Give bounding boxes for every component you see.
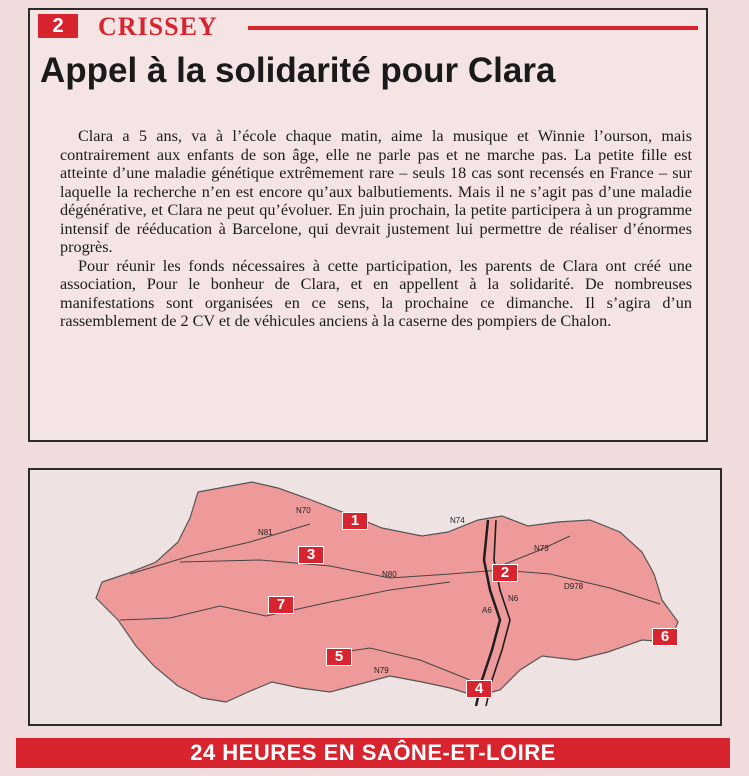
article-headline: Appel à la solidarité pour Clara (40, 51, 556, 90)
article (28, 8, 708, 442)
map-marker-3: 3 (298, 546, 324, 564)
department-map (28, 468, 722, 726)
road-label: N74 (450, 516, 465, 525)
map-marker-5: 5 (326, 648, 352, 666)
road-label: N6 (508, 594, 519, 603)
road-label: N79 (374, 666, 389, 675)
section-number: 2 (38, 14, 78, 38)
map-marker-2: 2 (492, 564, 518, 582)
article-body (60, 127, 692, 331)
article-paragraph: Pour réunir les fonds nécessaires à cette participation, les parents de Clara ont créé une association, Pour le bonheur de Clara, et en appellent à la solidarité. De nombreuses manifestations sont organisées en ce sens, la prochaine ce dimanche. Il s’agira d’un rassemblement de 2 CV et de véhicules anciens à la caserne des pompiers de Chalon. (60, 256, 692, 330)
map-marker-6: 6 (652, 628, 678, 646)
section-header (38, 14, 698, 40)
map-svg (30, 470, 720, 724)
map-marker-1: 1 (342, 512, 368, 530)
road-label: A6 (482, 606, 492, 615)
road-label: N80 (382, 570, 397, 579)
map-marker-7: 7 (268, 596, 294, 614)
road-label: N70 (296, 506, 311, 515)
section-name: CRISSEY (98, 12, 218, 41)
header-rule (248, 26, 698, 30)
road-label: D978 (564, 582, 584, 591)
map-marker-4: 4 (466, 680, 492, 698)
road-label: N81 (258, 528, 273, 537)
article-paragraph: Clara a 5 ans, va à l’école chaque matin, aime la musique et Winnie l’ourson, mais contrairement aux enfants de son âge, elle ne parle pas et ne marche pas. La petite fille est atteinte d’une maladie génétique extrêmement rare – seuls 18 cas sont recensés en France – sur laquelle la recherche n’en est encore qu’aux balbutiements. Mais il ne s’agit pas d’une maladie dégénérative, et Clara ne peut qu’évoluer. En juin prochain, la petite participera à un programme intensif de rééducation à Barcelone, qui devrait justement lui permettre de réaliser d’énormes progrès. (60, 127, 692, 256)
road-label: N73 (534, 544, 549, 553)
footer-banner: 24 HEURES EN SAÔNE-ET-LOIRE (16, 738, 730, 768)
